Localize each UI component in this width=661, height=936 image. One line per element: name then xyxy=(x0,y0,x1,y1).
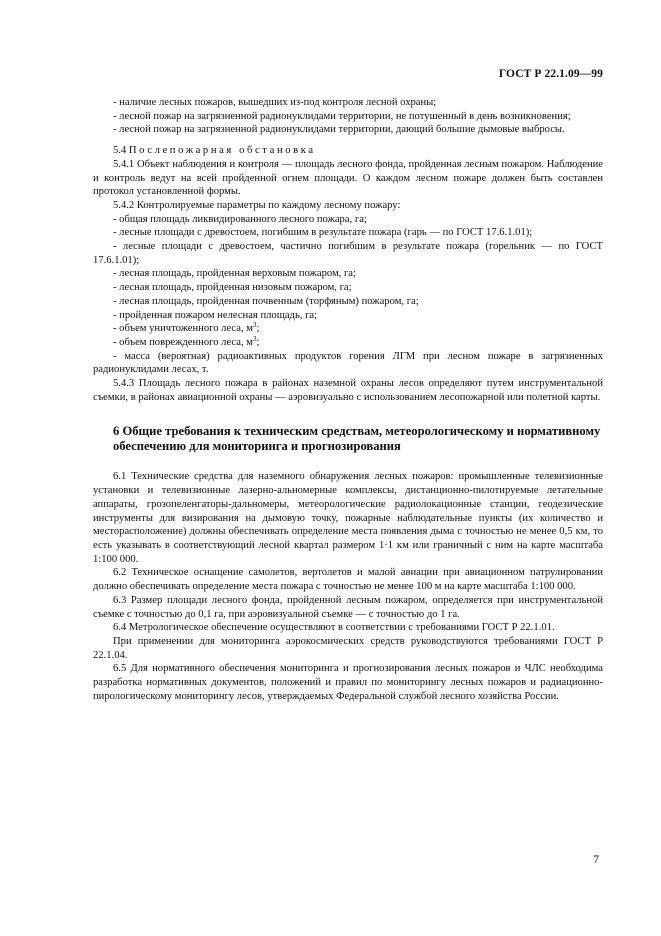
param-item-volume-destroyed xyxy=(93,322,603,336)
paragraph-5-4-2: 5.4.2 Контролируемые параметры по каждому лесному пожару: xyxy=(113,199,401,211)
separator: ; xyxy=(256,323,260,335)
param-item: - лесная площадь, пройденная низовым пожаром, га; xyxy=(113,282,352,294)
section-5-4-title xyxy=(93,144,603,158)
separator: ; xyxy=(256,336,260,348)
param-item: - лесная площадь, пройденная почвенным (торфяным) пожаром, га; xyxy=(113,295,419,307)
paragraph-6-4: 6.4 Метрологическое обеспечение осуществляют в соответствии с требованиями ГОСТ Р 22.1.01. xyxy=(113,622,555,634)
param-item: - лесные площади с древостоем, погибшим в результате пожара (гарь — по ГОСТ 17.6.1.01); xyxy=(113,227,533,239)
param-item: - пройденная пожаром нелесная площадь, га; xyxy=(113,309,318,321)
superscript: 3 xyxy=(252,321,257,330)
section-title: Послепожарная обстановка xyxy=(128,145,316,157)
page-number: 7 xyxy=(593,854,599,866)
list-item: - лесной пожар на загрязненной радионуклидами территории, дающий большие дымовые выбросы. xyxy=(113,124,565,136)
section-number: 5.4 xyxy=(113,145,127,157)
page-content xyxy=(93,96,603,703)
paragraph-6-2: 6.2 Техническое оснащение самолетов, вертолетов и малой авиации при авиационном патрулировании должно обеспечивать определение места пожара с точностью не менее 100 м на карте масштаба 1:100 000. xyxy=(93,567,603,593)
paragraph-6-4-note: При применении для мониторинга аэрокосмических средств руководствуются требованиями ГОСТ Р 22.1.04. xyxy=(93,635,603,661)
paragraph-6-3: 6.3 Размер площади лесного фонда, пройденной лесным пожаром, определяется при инструментальной съемке с точностью до 0,1 га, при аэровизуальной съемке — с точностью до 1 га. xyxy=(93,594,603,620)
paragraph-6-5: 6.5 Для нормативного обеспечения мониторинга и прогнозирования лесных пожаров и ЧЛС необходима разработка нормативных документов, положений и правил по мониторингу лесных пожаров и радиационно-пирологическому мониторингу лесов, утверждаемых Федеральной службой лесного хозяйства России. xyxy=(93,663,603,702)
list-item: - наличие лесных пожаров, вышедших из-под контроля лесной охраны; xyxy=(113,97,437,108)
param-text: - объем уничтоженного леса, м xyxy=(113,323,253,335)
param-item: - общая площадь ликвидированного лесного пожара, га; xyxy=(113,213,367,225)
param-item: - лесные площади с древостоем, частично погибшим в результате пожара (горельник — по ГОСТ 17.6.1.01); xyxy=(93,241,603,266)
document-code-header: ГОСТ Р 22.1.09—99 xyxy=(498,68,603,80)
section-6-heading: 6 Общие требования к техническим средствам, метеорологическому и нормативному обеспечению для мониторинга и прогнозирования xyxy=(113,424,601,454)
param-text: - объем поврежденного леса, м xyxy=(113,336,253,348)
list-item: - лесной пожар на загрязненной радионуклидами территории, не потушенный в день возникновения; xyxy=(113,110,571,122)
paragraph-5-4-3: 5.4.3 Площадь лесного пожара в районах наземной охраны лесов определяют путем инструментальной съемки, в районах авиационной охраны — аэровизуально с использованием лесопожарной или полетной карты. xyxy=(93,378,603,403)
superscript: 3 xyxy=(252,334,257,343)
param-item-volume-damaged xyxy=(93,336,603,350)
param-item: - лесная площадь, пройденная верховым пожаром, га; xyxy=(113,268,356,280)
paragraph-6-1: 6.1 Технические средства для наземного обнаружения лесных пожаров: промышленные телевизионные установки и телевизионные лазерно-альномерные комплексы, дистанционно-пилотируемые летательные аппараты, грозопеленгаторы-дальномеры, метеорологические радиолокационные станции, геодезические инструменты для визирования на дымовую точку, пожарные наблюдательные пункты (их количество и месторасположение) должны обеспечивать определение места появления дыма с точностью не менее 0,5 км, то есть указывать в соответствующий лесной квартал размером 1·1 км или граничный с ним на карте масштаба 1:100 000. xyxy=(93,471,603,565)
param-item: - масса (вероятная) радиоактивных продуктов горения ЛГМ при лесном пожаре в загрязненных радионуклидами лесах, т. xyxy=(93,350,603,376)
paragraph-5-4-1: 5.4.1 Объект наблюдения и контроля — площадь лесного фонда, пройденная лесным пожаром. Наблюдение и контроль ведут на всей пройденной огнем площади. О каждом лесном пожаре должен быть составлен протокол установленной формы. xyxy=(93,158,603,198)
